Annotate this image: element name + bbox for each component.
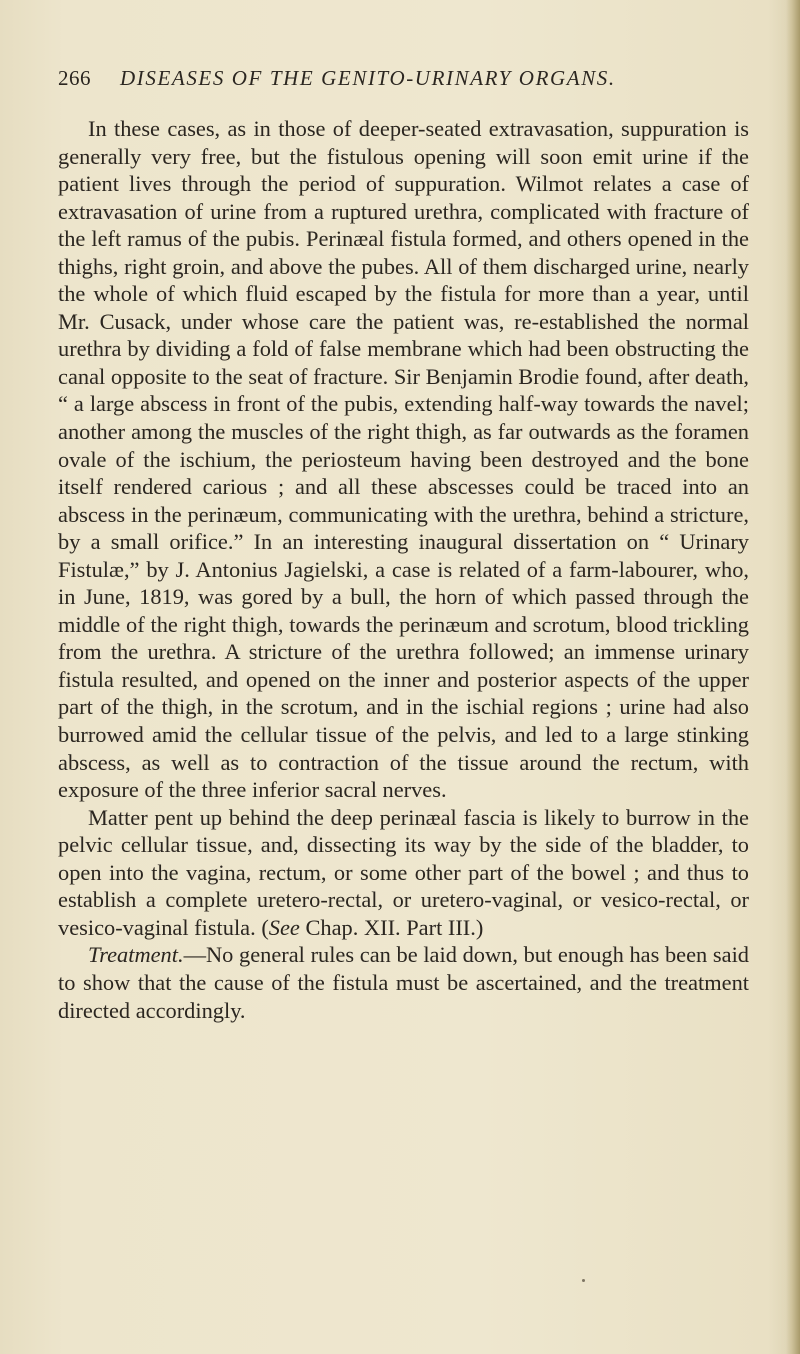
body-text: [58, 115, 749, 1024]
paragraph-pelvic-fascia: Matter pent up behind the deep perinæal fascia is likely to burrow in the pelvic cellular tissue, and, dissecting its way by the side of the bladder, to open into the vagina, rectum, or some other part of the bowel ; and thus to establish a complete uretero-rectal, or uretero-vaginal, or vesico-rectal, or vesico-vaginal fistula. (See Chap. XII. Part III.): [58, 804, 749, 940]
running-title: DISEASES OF THE GENITO-URINARY ORGANS.: [120, 66, 616, 90]
paragraph-treatment: [58, 941, 749, 1024]
treatment-heading: Treatment.: [88, 942, 184, 968]
page-header: [58, 66, 748, 96]
page-number: 266: [58, 66, 91, 90]
cross-reference-see: See: [268, 914, 300, 940]
paragraph-pelvic-fascia-text: Matter pent up behind the deep perinæal fascia is likely to burrow in the pelvic cellular tissue, and, dissecting its way by the side of the bladder, to open into the vagina, rectum, or some other part of the bowel ; and thus to establish a complete uretero-rectal, or uretero-vaginal, or vesico-rectal, or vesico-vaginal fistula.: [58, 804, 749, 940]
paragraph-extravasation-cases: In these cases, as in those of deeper-seated extravasation, suppuration is generally very free, but the fistulous opening will soon emit urine if the patient lives through the period of suppuration. Wilmot relates a case of extravasation of urine from a ruptured urethra, complicated with fracture of the left ramus of the pubis. Perinæal fistula formed, and others opened in the thighs, right groin, and above the pubes. All of them discharged urine, nearly the whole of which fluid escaped by the fistula for more than a year, until Mr. Cusack, under whose care the patient was, re-established the normal urethra by dividing a fold of false membrane which had been obstructing the canal opposite to the seat of fracture. Sir Benjamin Brodie found, after death, “ a large abscess in front of the pubis, extending half-way towards the navel; another among the muscles of the right thigh, as far outwards as the foramen ovale of the ischium, the periosteum having been destroyed and the bone itself rendered carious ; and all these abscesses could be traced into an abscess in the perinæum, communicating with the urethra, behind a stricture, by a small orifice.” In an interesting inaugural dissertation on “ Urinary Fistulæ,” by J. Antonius Jagielski, a case is related of a farm-labourer, who, in June, 1819, was gored by a bull, the horn of which passed through the middle of the right thigh, towards the perinæum and scrotum, blood trickling from the urethra. A stricture of the urethra followed; an immense urinary fistula resulted, and opened on the inner and posterior aspects of the upper part of the thigh, in the scrotum, and in the ischial regions ; urine had also burrowed amid the cellular tissue of the pelvis, and led to a large stinking abscess, as well as to contraction of the tissue around the rectum, with exposure of the three inferior sacral nerves.: [58, 116, 749, 803]
page-edge-shadow: [786, 0, 800, 1354]
treatment-text: —No general rules can be laid down, but enough has been said to show that the cause of the fistula must be ascertained, and the treatment directed accordingly.: [58, 942, 749, 1023]
paper-speck: [582, 1279, 585, 1282]
cross-reference-chapter: Chap. XII. Part III.): [305, 914, 484, 940]
